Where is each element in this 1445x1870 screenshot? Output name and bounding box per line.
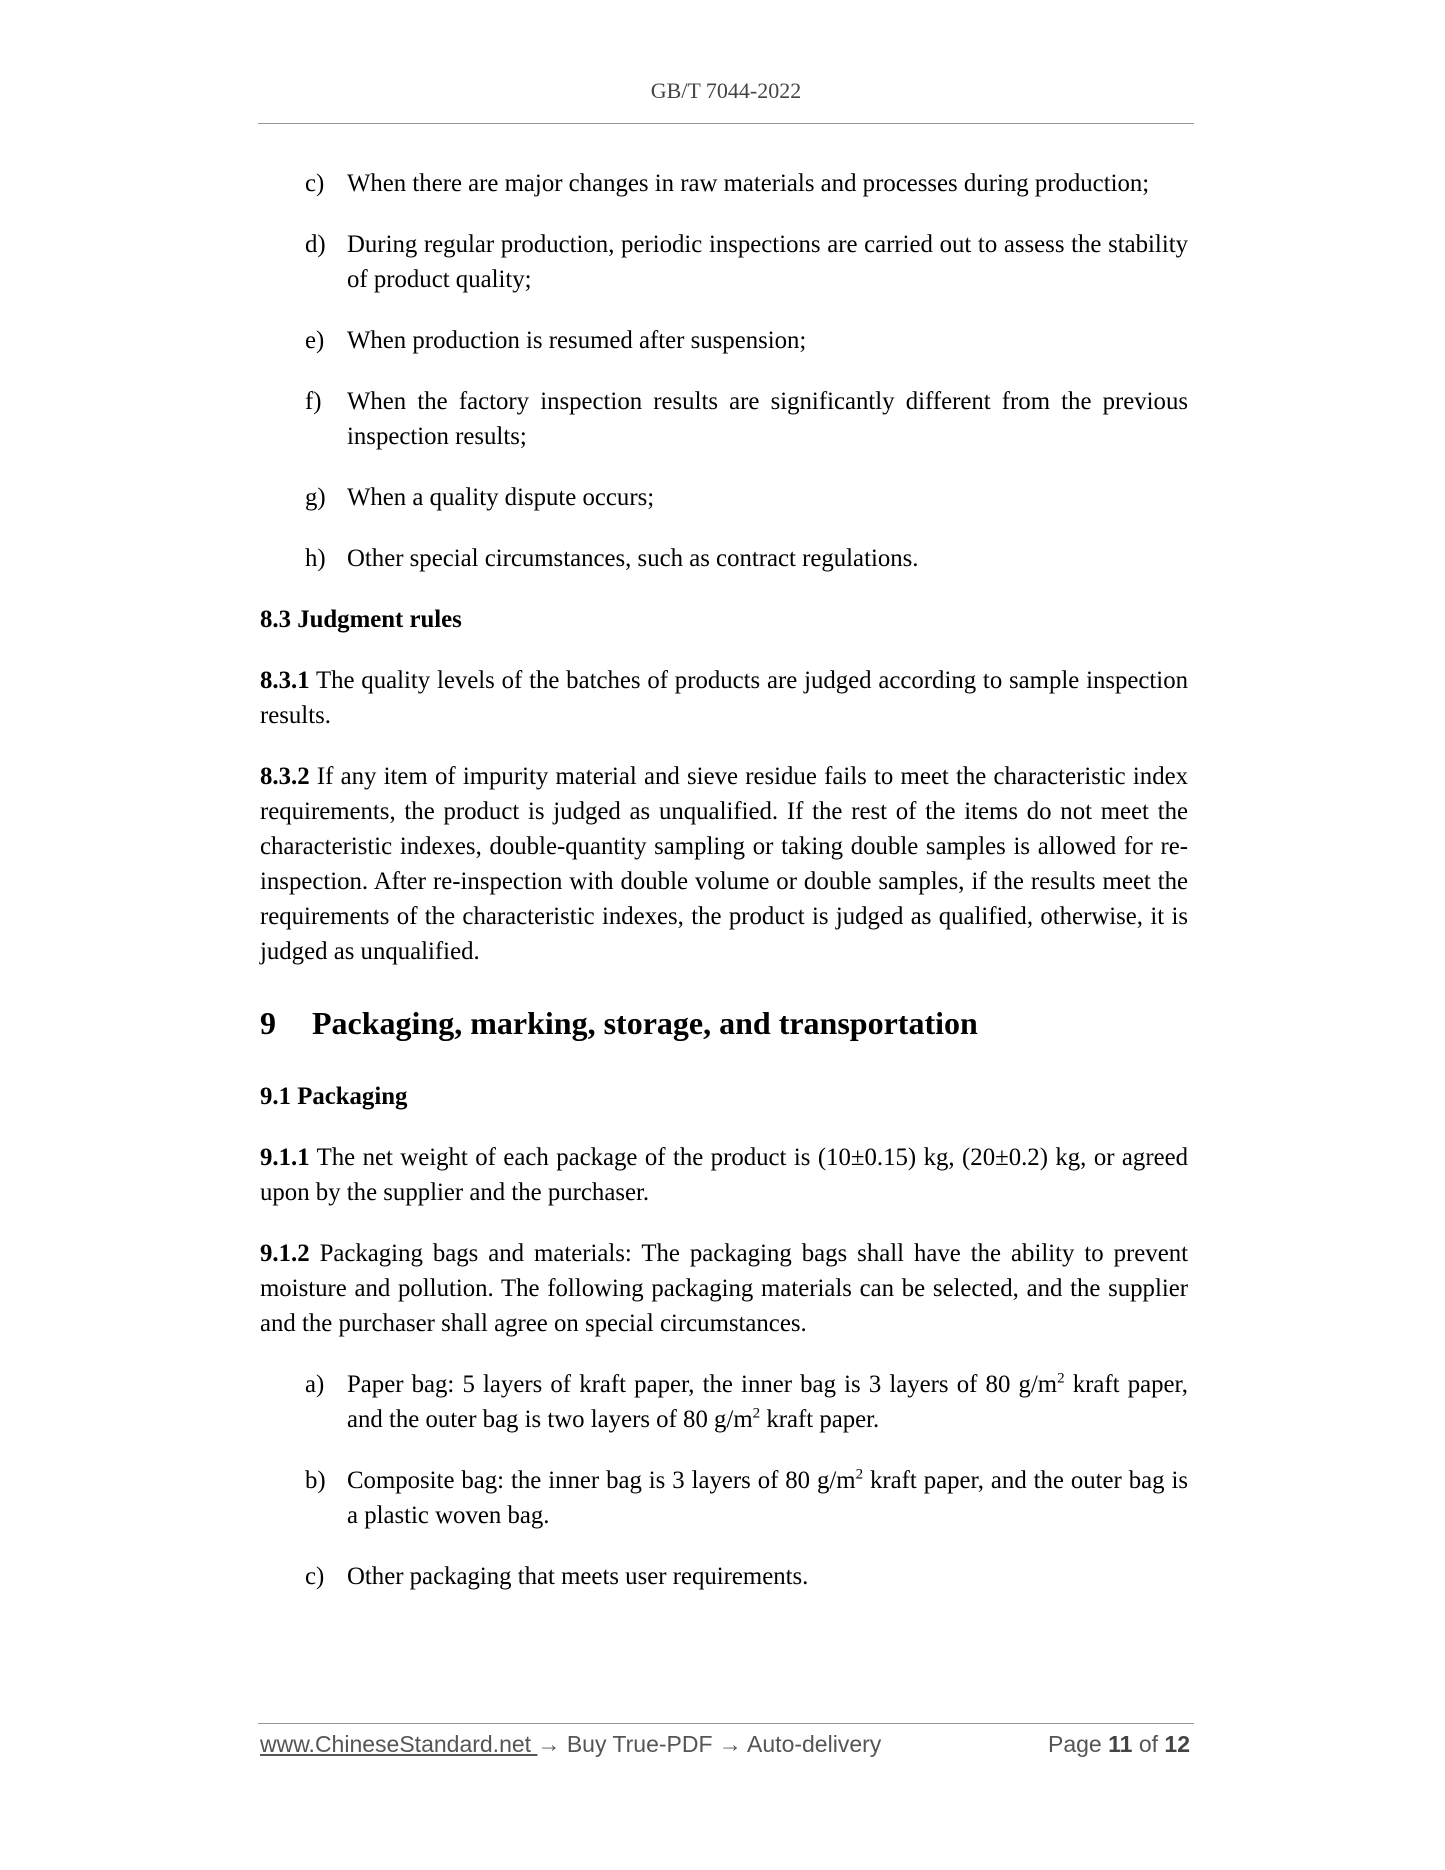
footer-divider bbox=[258, 1723, 1194, 1724]
section-heading-8-3: 8.3 Judgment rules bbox=[260, 606, 462, 633]
clause-9-1-1: 9.1.1 The net weight of each package of the product is (10±0.15) kg, (20±0.2) kg, or agreed upon by the supplier and the purchaser. bbox=[260, 1144, 1188, 1206]
list-item: c) When there are major changes in raw materials and processes during production; bbox=[305, 170, 1150, 197]
header-divider bbox=[258, 123, 1194, 124]
section-heading-9-1: 9.1 Packaging bbox=[260, 1083, 408, 1110]
list-item: d) During regular production, periodic inspections are carried out to assess the stability of product quality; bbox=[305, 231, 1188, 293]
site-link[interactable]: www.ChineseStandard.net bbox=[260, 1731, 538, 1757]
list-item: f) When the factory inspection results are significantly different from the previous inspection results; bbox=[305, 388, 1188, 450]
list-item: b) Composite bag: the inner bag is 3 layers of 80 $g/m^2$ kraft paper, and the outer bag is a plastic woven bag. bbox=[305, 1466, 1188, 1529]
page-number: Page 11 of 12 bbox=[1048, 1731, 1190, 1757]
list-item: e) When production is resumed after suspension; bbox=[305, 327, 807, 354]
footer-promo: www.ChineseStandard.net → Buy True-PDF → Auto-delivery bbox=[260, 1731, 882, 1757]
arrow-right-icon: → bbox=[718, 1731, 742, 1757]
page-footer bbox=[260, 1731, 1190, 1761]
clause-8-3-1: 8.3.1 The quality levels of the batches of products are judged according to sample inspection results. bbox=[260, 667, 1188, 729]
chapter-heading-9: 9 Packaging, marking, storage, and transportation bbox=[260, 1005, 978, 1041]
page-header: GB/T 7044-2022 bbox=[650, 78, 802, 103]
list-item: g) When a quality dispute occurs; bbox=[305, 484, 655, 511]
clause-8-3-2: 8.3.2 If any item of impurity material and sieve residue fails to meet the characteristic index requirements, the product is judged as unqualified. If the rest of the items do not meet the characteristic indexes, double-quantity sampling or taking double samples is allowed for re-inspection. After re-inspection with double volume or double samples, if the results meet the requirements of the characteristic indexes, the product is judged as qualified, otherwise, it is judged as unqualified. bbox=[260, 763, 1188, 965]
list-item: c) Other packaging that meets user requirements. bbox=[305, 1563, 809, 1590]
list-item: a) Paper bag: 5 layers of kraft paper, the inner bag is 3 layers of 80 $g/m^2$ kraft paper, and the outer bag is two layers of 80 $g/m^2$ kraft paper. bbox=[305, 1370, 1188, 1433]
clause-9-1-2: 9.1.2 Packaging bags and materials: The packaging bags shall have the ability to prevent moisture and pollution. The following packaging materials can be selected, and the supplier and the purchaser shall agree on special circumstances. bbox=[260, 1240, 1188, 1337]
arrow-right-icon: → bbox=[537, 1731, 561, 1757]
document-body bbox=[260, 166, 1188, 1620]
list-item: h) Other special circumstances, such as contract regulations. bbox=[305, 545, 919, 572]
